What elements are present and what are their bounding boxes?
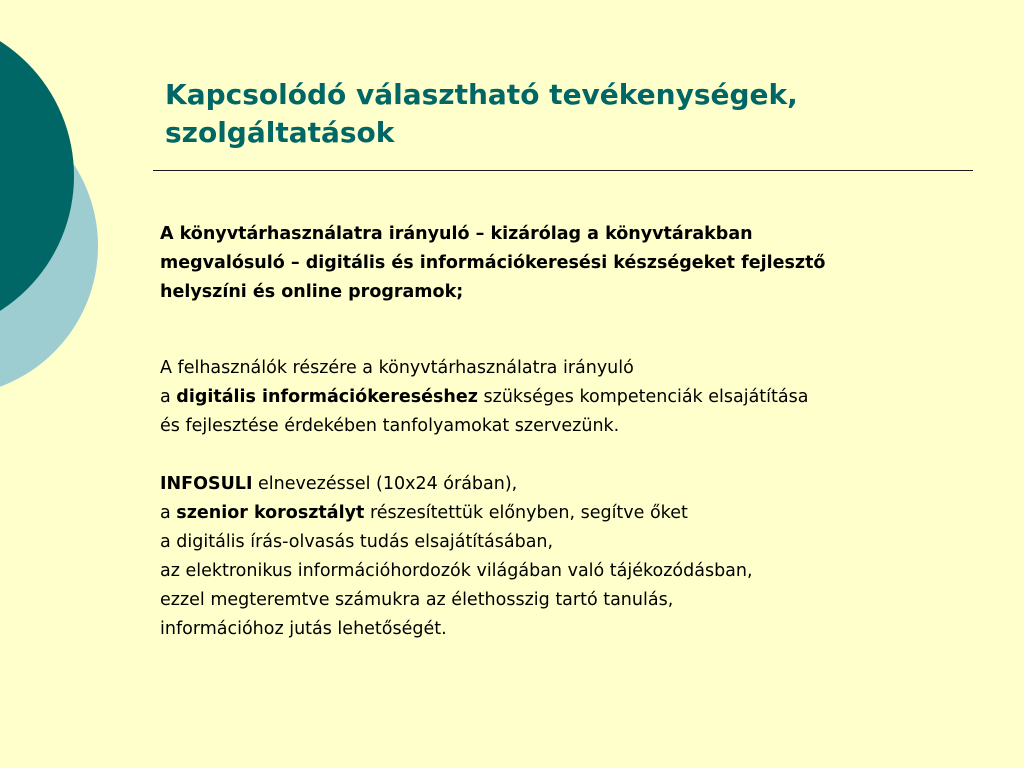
intro-line-3: helyszíni és online programok;	[160, 282, 464, 302]
infosuli-line-2-emphasis: szenior korosztályt	[176, 503, 365, 523]
intro-line-1: A könyvtárhasználatra irányuló – kizárólag a könyvtárakban	[160, 224, 753, 244]
infosuli-line-2-prefix: a	[160, 503, 177, 523]
infosuli-line-6: információhoz jutás lehetőségét.	[160, 619, 447, 639]
intro-paragraph	[160, 220, 980, 307]
slide-title-line-2: szolgáltatások	[165, 116, 395, 149]
infosuli-paragraph	[160, 470, 980, 644]
courses-line-2-suffix: szükséges kompetenciák elsajátítása	[477, 387, 809, 407]
courses-line-2-prefix: a	[160, 387, 177, 407]
slide-title	[165, 76, 985, 152]
decorative-circles	[0, 0, 110, 400]
intro-line-2: megvalósuló – digitális és információkeresési készségeket fejlesztő	[160, 253, 826, 273]
infosuli-line-1-suffix: elnevezéssel (10x24 órában),	[252, 474, 518, 494]
courses-line-1: A felhasználók részére a könyvtárhasználatra irányuló	[160, 358, 634, 378]
infosuli-name: INFOSULI	[160, 474, 253, 494]
infosuli-line-3: a digitális írás-olvasás tudás elsajátításában,	[160, 532, 554, 552]
courses-line-2-emphasis: digitális információkereséshez	[176, 387, 478, 407]
title-divider	[153, 170, 973, 171]
slide-title-line-1: Kapcsolódó választható tevékenységek,	[165, 78, 798, 111]
slide-body	[160, 220, 980, 644]
courses-paragraph	[160, 354, 980, 441]
infosuli-line-5: ezzel megteremtve számukra az élethosszig tartó tanulás,	[160, 590, 674, 610]
courses-line-3: és fejlesztése érdekében tanfolyamokat szervezünk.	[160, 416, 620, 436]
infosuli-line-4: az elektronikus információhordozók világában való tájékozódásban,	[160, 561, 753, 581]
infosuli-line-2-suffix: részesítettük előnyben, segítve őket	[364, 503, 688, 523]
